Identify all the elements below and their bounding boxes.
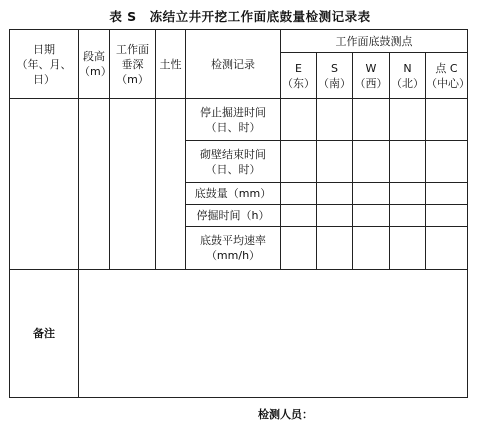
header-row-1 [10, 30, 468, 53]
value-cell[interactable] [317, 227, 353, 270]
value-cell[interactable] [353, 99, 390, 141]
value-cell[interactable] [390, 183, 426, 205]
value-cell[interactable] [281, 99, 317, 141]
point-north: N （北） [390, 53, 426, 99]
value-cell[interactable] [317, 183, 353, 205]
value-cell[interactable] [390, 205, 426, 227]
value-cell[interactable] [426, 141, 468, 183]
point-west: W （西） [353, 53, 390, 99]
record-label-average-rate: 底鼓平均速率 （mm/h） [186, 227, 281, 270]
value-cell[interactable] [426, 183, 468, 205]
record-row-stop-excavation [10, 99, 468, 141]
record-label-lining-end: 砌壁结束时间 （日、时） [186, 141, 281, 183]
inspector-label: 检测人员： [258, 408, 313, 421]
header-face-depth: 工作面 垂深 （m） [110, 30, 156, 99]
record-label-stop-duration: 停掘时间（h） [186, 205, 281, 227]
value-cell[interactable] [426, 99, 468, 141]
form-title: 表 S 冻结立井开挖工作面底鼓量检测记录表 [109, 9, 371, 24]
header-date: 日期 （年、月、日） [10, 30, 79, 99]
value-cell[interactable] [317, 99, 353, 141]
segment-height-cell[interactable] [79, 99, 110, 270]
header-soil-type: 土性 [156, 30, 186, 99]
value-cell[interactable] [281, 183, 317, 205]
value-cell[interactable] [353, 227, 390, 270]
point-center: 点 C （中心） [426, 53, 468, 99]
point-south: S （南） [317, 53, 353, 99]
value-cell[interactable] [390, 141, 426, 183]
value-cell[interactable] [426, 205, 468, 227]
inspection-record-table [9, 29, 468, 398]
value-cell[interactable] [317, 205, 353, 227]
value-cell[interactable] [281, 141, 317, 183]
header-segment-height: 段高 （m） [79, 30, 110, 99]
value-cell[interactable] [353, 205, 390, 227]
face-depth-cell[interactable] [110, 99, 156, 270]
value-cell[interactable] [353, 141, 390, 183]
value-cell[interactable] [281, 205, 317, 227]
value-cell[interactable] [317, 141, 353, 183]
value-cell[interactable] [426, 227, 468, 270]
remarks-row [10, 270, 468, 398]
remarks-field[interactable] [79, 270, 468, 398]
date-cell[interactable] [10, 99, 79, 270]
point-east: E （东） [281, 53, 317, 99]
record-label-heave-amount: 底鼓量（mm） [186, 183, 281, 205]
header-measure-points: 工作面底鼓测点 [281, 30, 468, 53]
value-cell[interactable] [390, 227, 426, 270]
record-label-stop-excavation: 停止掘进时间 （日、时） [186, 99, 281, 141]
value-cell[interactable] [390, 99, 426, 141]
value-cell[interactable] [281, 227, 317, 270]
value-cell[interactable] [353, 183, 390, 205]
soil-type-cell[interactable] [156, 99, 186, 270]
remarks-label: 备注 [10, 270, 79, 398]
header-inspection-record: 检测记录 [186, 30, 281, 99]
